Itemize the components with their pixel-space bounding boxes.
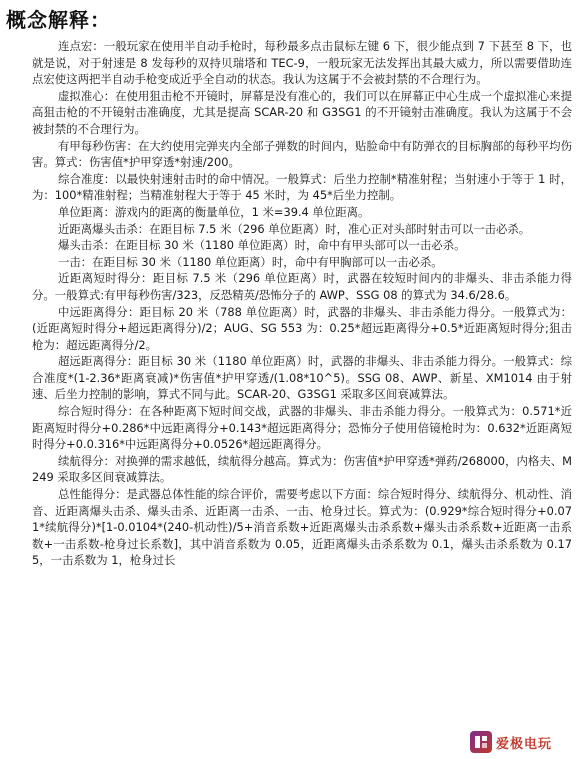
paragraph-zonghe-duanshi-defen: 综合短时得分：在各种距离下短时间交战，武器的非爆头、非击杀能力得分。一般算式为：0.571*近距离短时得分+0.286*中远距离得分+0.143*超远距离得分；恐怖分子使用倍镜枪时为：0.632*近距离短时得分+0.0.316*中远距离得分+0.0526*超远距离得分。 bbox=[32, 404, 572, 452]
paragraph-zonghe-zhundu: 综合准度：以最快射速射击时的命中情况。一般算式：后坐力控制*精准射程；当射速小于等于 1 时，为：100*精准射程；当精准射程大于等于 45 米时，为 45*后坐力控制。 bbox=[32, 171, 572, 203]
paragraph-yiji: 一击：在距目标 30 米（1180 单位距离）时，命中有甲胸部可以一击必杀。 bbox=[58, 254, 443, 269]
watermark bbox=[470, 729, 574, 755]
paragraph-zong-xingneng-defen: 总性能得分：是武器总体性能的综合评价，需要考虑以下方面：综合短时得分、续航得分、机动性、消音、近距离爆头击杀、爆头击杀、近距离一击杀、一击、枪身过长。算式为：(0.929*综合短时得分+0.071*续航得分)*[1-0.0104*(240-机动性)/5+消音系数+近距离爆头击杀系数+爆头击杀系数+近距离一击系数+一击系数-枪身过长系数]，其中消音系数为 0.05，近距离爆头击杀系数为 0.1，爆头击杀系数为 0.175，一击系数为 1，枪身过长 bbox=[32, 487, 572, 568]
paragraph-zhongyuan-juli-defen: 中远距离得分：距目标 20 米（788 单位距离）时，武器的非爆头、非击杀能力得分。一般算式为：(近距离短时得分+超远距离得分)/2；AUG、SG 553 为：0.25*超远距离得分+0.5*近距离短时得分;狙击枪为：超远距离得分/2。 bbox=[32, 304, 572, 352]
paragraph-chaoyuan-juli-defen: 超远距离得分：距目标 30 米（1180 单位距离）时，武器的非爆头、非击杀能力得分。一般算式：综合准度*(1-2.36*距离衰减)*伤害值*护甲穿透/(1.08*10^5)。SSG 08、AWP、新星、XM1014 由于射速、后坐力控制的影响，算式不同与此。SCAR-20、G3SG1 采取多区间衰减算法。 bbox=[32, 354, 572, 402]
document-body bbox=[32, 38, 572, 569]
paragraph-baotou-jisha: 爆头击杀：在距目标 30 米（1180 单位距离）时，命中有甲头部可以一击必杀。 bbox=[58, 238, 466, 253]
paragraph-youjia-meimiao-shanghai: 有甲每秒伤害：在大约使用完弹夹内全部子弹数的时间内，贴脸命中有防弹衣的目标胸部的每秒平均伤害。算式：伤害值*护甲穿透*射速/200。 bbox=[32, 138, 572, 170]
watermark-text: 爱极电玩 bbox=[496, 736, 553, 752]
paragraph-jinjuli-duanshi-defen: 近距离短时得分：距目标 7.5 米（296 单位距离）时，武器在较短时间内的非爆头、非击杀能力得分。一般算式:有甲每秒伤害/323，反恐精英/恐怖分子的 AWP、SSG 08 的算式为 34.6/28.6。 bbox=[32, 271, 572, 302]
paragraph-jinjuli-baotou-jisha: 近距离爆头击杀：在距目标 7.5 米（296 单位距离）时，准心正对头部时射击可以一击必杀。 bbox=[58, 221, 531, 236]
paragraph-danwei-juli: 单位距离：游戏内的距离的衡量单位，1 米=39.4 单位距离。 bbox=[58, 204, 370, 219]
paragraph-xuhang-defen: 续航得分：对换弹的需求越低，续航得分越高。算式为：伤害值*护甲穿透*弹药/268000，内格夫、M249 采取多区间衰减算法。 bbox=[32, 453, 572, 485]
paragraph-lianding-hong: 连点宏：一般玩家在使用半自动手枪时，每秒最多点击鼠标左键 6 下，很少能点到 7 下甚至 8 下，也就是说，对于射速是 8 发每秒的双持贝瑞塔和 TEC-9，一般玩家无法发挥出其最大威力，所以需要借助连点宏使这两把半自动手枪变成近乎全自动的状态。我认为这属于不会被封禁的不合理行为。 bbox=[32, 39, 572, 87]
page-title: 概念解释： bbox=[6, 8, 111, 32]
paragraph-xuni-zhunxin: 虚拟准心：在使用狙击枪不开镜时，屏幕是没有准心的，我们可以在屏幕正中心生成一个虚拟准心来提高狙击枪的不开镜射击准确度，尤其是提高 SCAR-20 和 G3SG1 的不开镜射击准确度。我认为这属于不会被封禁的不合理行为。 bbox=[32, 88, 572, 136]
watermark-logo-icon bbox=[470, 731, 492, 753]
